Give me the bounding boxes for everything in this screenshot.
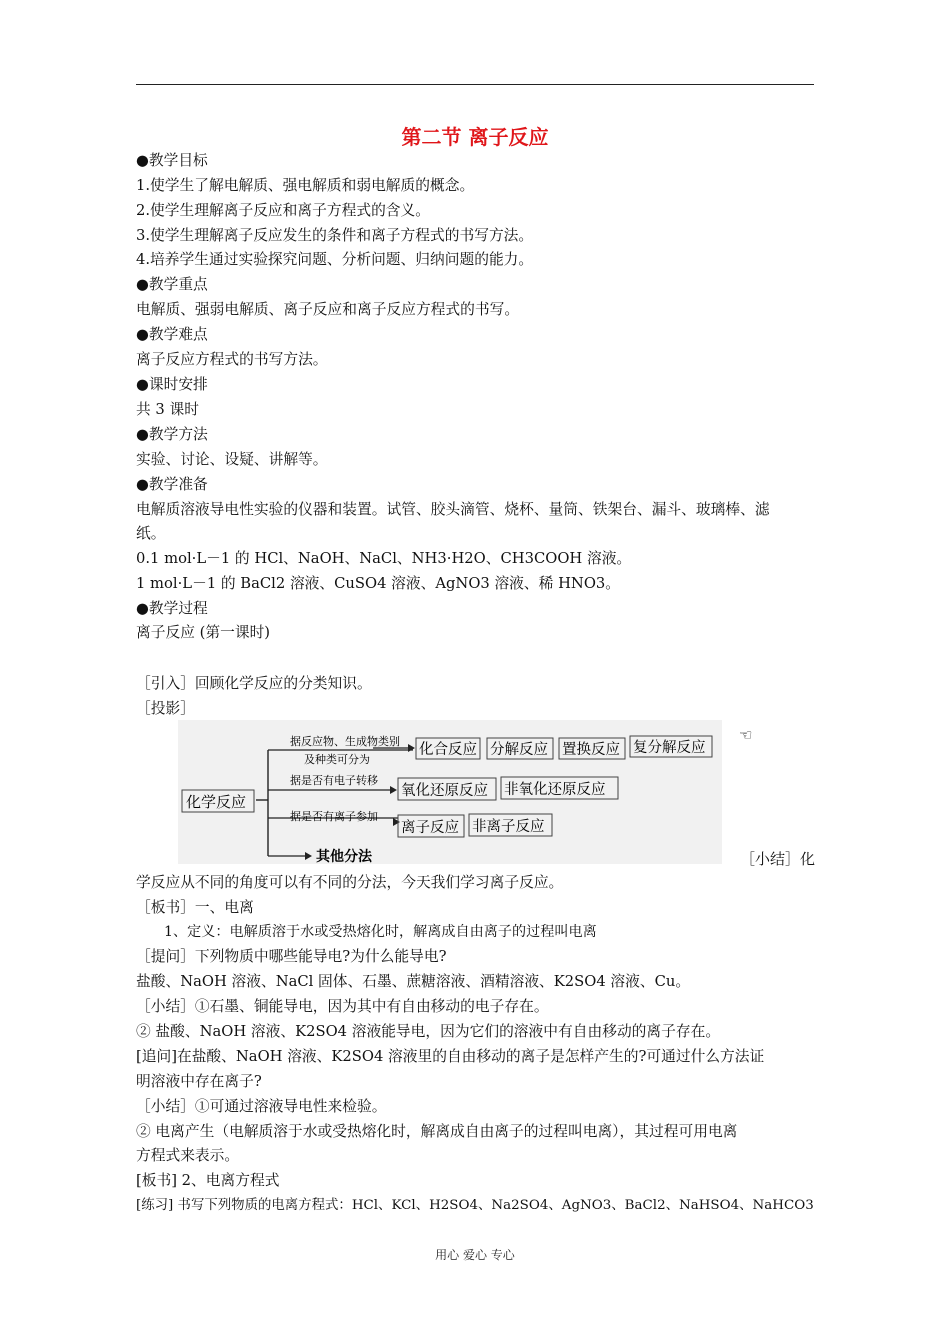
- header-rule: [136, 84, 814, 85]
- text-line: 电解质、强弱电解质、离子反应和离子反应方程式的书写。: [136, 301, 520, 318]
- text-line: 学反应从不同的角度可以有不同的分法，今天我们学习离子反应。: [136, 874, 564, 891]
- diagram-item: 离子反应: [401, 820, 459, 836]
- diagram-item: 非氧化还原反应: [504, 782, 606, 798]
- diagram-other: 其他分法: [316, 849, 372, 864]
- text-line: ●教学重点: [136, 276, 208, 293]
- text-line: 电解质溶液导电性实验的仪器和装置。试管、胶头滴管、烧杯、量筒、铁架台、漏斗、玻璃棒、滤: [136, 501, 770, 518]
- text-line: ［板书］一、电离: [136, 899, 254, 916]
- diagram-item: 氧化还原反应: [401, 783, 488, 799]
- branch3-label: 据是否有离子参加: [290, 810, 378, 823]
- branch1-label: 据反应物、生成物类别: [290, 735, 400, 748]
- text-line: 盐酸、NaOH 溶液、NaCl 固体、石墨、蔗糖溶液、酒精溶液、K2SO4 溶液、Cu。: [136, 973, 691, 990]
- text-line: ●教学目标: [136, 152, 208, 169]
- text-line: 0.1 mol·L－1 的 HCl、NaOH、NaCl、NH3·H2O、CH3COOH 溶液。: [136, 550, 632, 567]
- text-line: ●教学难点: [136, 326, 208, 343]
- text-line: 纸。: [136, 525, 166, 542]
- text-line: 方程式来表示。: [136, 1147, 240, 1164]
- text-line: 3.使学生理解离子反应发生的条件和离子方程式的书写方法。: [136, 227, 534, 244]
- text-line: ［提问］下列物质中哪些能导电?为什么能导电?: [136, 948, 447, 965]
- text-line: ●教学过程: [136, 600, 208, 617]
- text-line: 明溶液中存在离子?: [136, 1073, 262, 1090]
- text-line: 2.使学生理解离子反应和离子方程式的含义。: [136, 202, 431, 219]
- diagram-item: 复分解反应: [633, 740, 706, 756]
- diagram-side-note: ［小结］化: [740, 850, 816, 868]
- text-line: ●教学方法: [136, 426, 208, 443]
- text-line: ●课时安排: [136, 376, 208, 393]
- diagram-item: 化合反应: [419, 742, 477, 758]
- text-line: 共 3 课时: [136, 401, 199, 418]
- text-line: ② 盐酸、NaOH 溶液、K2SO4 溶液能导电，因为它们的溶液中有自由移动的离子存在。: [136, 1023, 721, 1040]
- text-line: ［投影］: [136, 700, 195, 717]
- hand-pointer-icon: ☜: [739, 726, 753, 744]
- diagram-item: 分解反应: [490, 742, 548, 758]
- text-line: ［小结］①可通过溶液导电性来检验。: [136, 1098, 387, 1115]
- text-line: 实验、讨论、设疑、讲解等。: [136, 451, 328, 468]
- diagram-root: 化学反应: [186, 793, 247, 811]
- diagram-item: 置换反应: [562, 742, 620, 758]
- text-line: ② 电离产生（电解质溶于水或受热熔化时，解离成自由离子的过程叫电离），其过程可用电离: [136, 1123, 738, 1140]
- text-line: 1、定义：电解质溶于水或受热熔化时，解离成自由离子的过程叫电离: [164, 924, 597, 940]
- text-line: ［引入］回顾化学反应的分类知识。: [136, 675, 372, 692]
- text-line: 4.培养学生通过实验探究问题、分析问题、归纳问题的能力。: [136, 251, 534, 268]
- text-line: [练习] 书写下列物质的电离方程式：HCl、KCl、H2SO4、Na2SO4、AgNO3、BaCl2、NaHSO4、NaHCO3: [136, 1198, 814, 1213]
- diagram-item: 非离子反应: [472, 819, 545, 835]
- text-line: 1.使学生了解电解质、强电解质和弱电解质的概念。: [136, 177, 475, 194]
- text-line: ●教学准备: [136, 476, 208, 493]
- page-title: 第二节 离子反应: [401, 125, 549, 149]
- text-line: 离子反应方程式的书写方法。: [136, 351, 328, 368]
- text-line: [追问]在盐酸、NaOH 溶液、K2SO4 溶液里的自由移动的离子是怎样产生的?可通过什么方法证: [136, 1048, 765, 1065]
- branch1-label-2: 及种类可分为: [304, 753, 370, 766]
- text-line: [板书] 2、电离方程式: [136, 1172, 280, 1189]
- branch2-label: 据是否有电子转移: [290, 774, 378, 787]
- page-footer: 用心 爱心 专心: [435, 1248, 515, 1262]
- text-line: 离子反应 (第一课时): [136, 624, 271, 641]
- text-line: 1 mol·L－1 的 BaCl2 溶液、CuSO4 溶液、AgNO3 溶液、稀 HNO3。: [136, 575, 621, 592]
- reaction-classification-diagram: [178, 720, 722, 864]
- text-line: ［小结］①石墨、铜能导电，因为其中有自由移动的电子存在。: [136, 998, 549, 1015]
